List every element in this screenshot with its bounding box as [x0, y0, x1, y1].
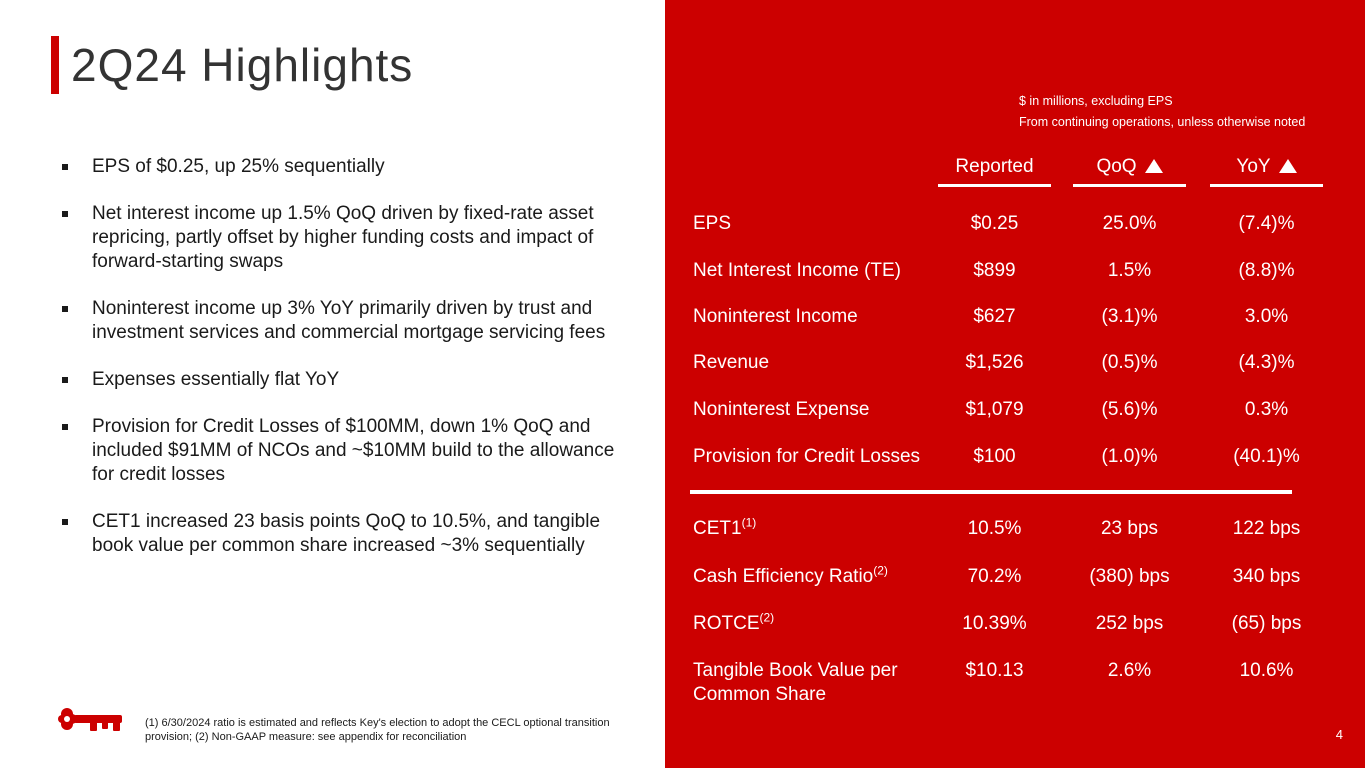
cell-yoy: 10.6% — [1239, 660, 1294, 681]
row-label: ROTCE$^{(2)}$ — [693, 610, 775, 634]
footnote-ref: (2) — [873, 563, 888, 578]
highlight-item: CET1 increased 23 basis points QoQ to 10.5%, and tangible book value per common share increased ~3% sequentially — [60, 510, 630, 558]
cell-qoq: (0.5)% — [1101, 352, 1158, 373]
highlight-item: Noninterest income up 3% YoY primarily driven by trust and investment services and commercial mortgage servicing fees — [60, 297, 630, 345]
cell-yoy: (65) bps — [1231, 613, 1302, 634]
key-logo-icon — [58, 705, 124, 733]
triangle-up-icon — [1279, 159, 1297, 173]
page-title: 2Q24 Highlights — [71, 39, 414, 91]
row-label: Cash Efficiency Ratio$^{(2)}$ — [693, 563, 888, 587]
cell-reported: 10.5% — [967, 518, 1022, 539]
row-label: CET1$^{(1)}$ — [693, 515, 757, 539]
header-underline — [1073, 184, 1186, 187]
right-panel — [665, 0, 1365, 768]
table-divider — [690, 490, 1292, 494]
footnote: (1) 6/30/2024 ratio is estimated and reflects Key's election to adopt the CECL optional transition provision; (2) Non-GAAP measure: see appendix for reconciliation — [145, 717, 610, 743]
row-label: Provision for Credit Losses — [693, 446, 921, 467]
cell-qoq: (3.1)% — [1101, 306, 1158, 327]
column-header-reported: Reported — [938, 156, 1051, 178]
cell-yoy: 0.3% — [1244, 399, 1289, 420]
cell-yoy: (4.3)% — [1238, 352, 1295, 373]
bullet-square-icon — [62, 211, 68, 217]
header-underline — [938, 184, 1051, 187]
bullet-square-icon — [62, 164, 68, 170]
cell-reported: 70.2% — [967, 566, 1022, 587]
bullet-square-icon — [62, 424, 68, 430]
units-line: $ in millions, excluding EPS — [1019, 94, 1173, 108]
column-header-yoy: YoY — [1210, 156, 1323, 178]
cell-yoy: (8.8)% — [1238, 260, 1295, 281]
cell-qoq: (5.6)% — [1101, 399, 1158, 420]
highlight-item: Provision for Credit Losses of $100MM, down 1% QoQ and included $91MM of NCOs and ~$10MM build to the allowance for credit losses — [60, 415, 630, 487]
bullet-square-icon — [62, 306, 68, 312]
cell-reported: $899 — [973, 260, 1016, 281]
footnote-ref: (2) — [759, 610, 775, 625]
cell-reported: $1,526 — [965, 352, 1024, 373]
highlights-list — [60, 155, 630, 581]
cell-reported: $100 — [973, 446, 1016, 467]
units-note — [1019, 91, 1305, 133]
cell-qoq: 252 bps — [1095, 613, 1164, 634]
cell-qoq: 2.6% — [1107, 660, 1152, 681]
cell-qoq: 25.0% — [1102, 213, 1157, 234]
cell-reported: $1,079 — [965, 399, 1024, 420]
units-line: From continuing operations, unless otherwise noted — [1019, 115, 1306, 129]
triangle-up-icon — [1145, 159, 1163, 173]
cell-yoy: (40.1)% — [1233, 446, 1300, 467]
row-label: Net Interest Income (TE) — [693, 260, 902, 281]
header-underline — [1210, 184, 1323, 187]
cell-qoq: (380) bps — [1089, 566, 1170, 587]
highlight-item: Expenses essentially flat YoY — [60, 368, 630, 392]
cell-yoy: 340 bps — [1232, 566, 1301, 587]
row-label: EPS — [693, 213, 732, 234]
cell-qoq: (1.0)% — [1101, 446, 1158, 467]
cell-reported: $0.25 — [970, 213, 1019, 234]
row-label: Noninterest Income — [693, 306, 858, 327]
row-label: Noninterest Expense — [693, 399, 870, 420]
cell-yoy: 3.0% — [1244, 306, 1289, 327]
cell-reported: $10.13 — [965, 660, 1024, 681]
cell-yoy: 122 bps — [1232, 518, 1301, 539]
cell-qoq: 1.5% — [1107, 260, 1152, 281]
highlight-item: EPS of $0.25, up 25% sequentially — [60, 155, 630, 179]
bullet-square-icon — [62, 377, 68, 383]
cell-reported: 10.39% — [962, 613, 1027, 634]
column-header-qoq: QoQ — [1073, 156, 1186, 178]
page-number: 4 — [1335, 727, 1343, 742]
left-panel — [0, 0, 665, 768]
cell-reported: $627 — [973, 306, 1016, 327]
row-label: Tangible Book Value per Common Share — [693, 660, 898, 705]
bullet-square-icon — [62, 519, 68, 525]
title-accent-bar — [51, 36, 59, 94]
footnote-ref: (1) — [741, 515, 757, 530]
cell-qoq: 23 bps — [1100, 518, 1159, 539]
highlight-item: Net interest income up 1.5% QoQ driven by fixed-rate asset repricing, partly offset by higher funding costs and impact of forward-starting swaps — [60, 202, 630, 274]
cell-yoy: (7.4)% — [1238, 213, 1295, 234]
row-label: Revenue — [693, 352, 770, 373]
